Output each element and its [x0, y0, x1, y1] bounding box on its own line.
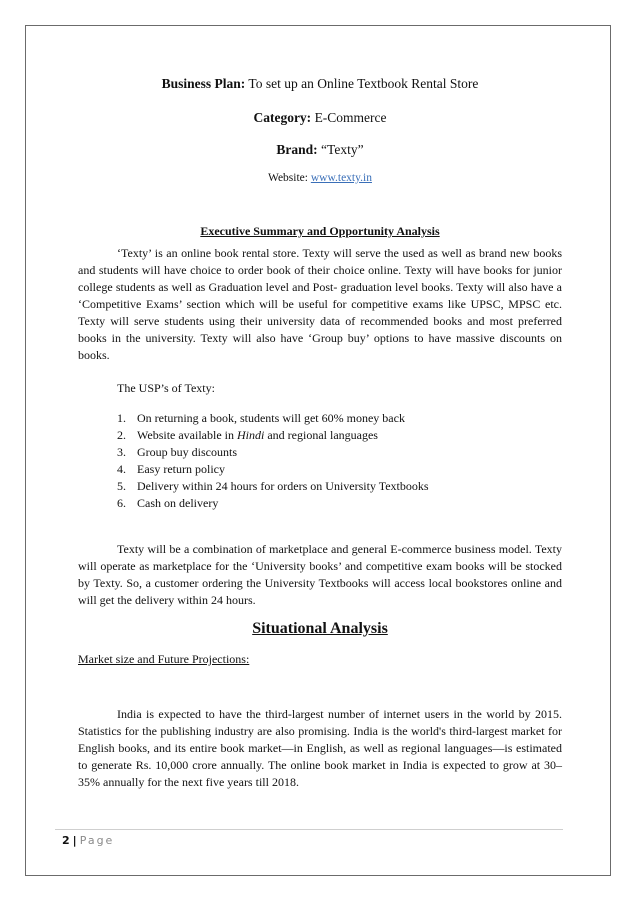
page-number: 2: [62, 834, 70, 847]
website-line: [78, 172, 562, 184]
list-text: Delivery within 24 hours for orders on University Textbooks: [137, 479, 429, 493]
brand-value: “Texty”: [317, 142, 364, 157]
list-item: [117, 427, 537, 444]
list-number: 4.: [117, 462, 126, 476]
list-text: On returning a book, students will get 60% money back: [137, 411, 405, 425]
usp-list: [117, 410, 537, 512]
category-label: Category:: [253, 110, 312, 125]
footer-separator: |: [72, 834, 77, 847]
list-text: [137, 427, 378, 444]
page-footer: [62, 834, 114, 847]
exec-summary-title: Executive Summary and Opportunity Analysis: [200, 224, 440, 238]
list-number: 1.: [117, 411, 126, 425]
list-number: 3.: [117, 445, 126, 459]
exec-summary-paragraph: ‘Texty’ is an online book rental store. Texty will serve the used as well as brand new books and students will have choice to order book of their choice online. Texty will have books for junior college students as well as Graduation level and Post- graduation level books. Texty will also have a ‘Competitive Exams’ section which will be useful for competitive exams like UPSC, MPSC etc. Texty will serve students using their university data of recommended books and most preferred books in the university. Texty will also have ‘Group buy’ options to have massive discounts on books.: [78, 246, 562, 362]
website-link[interactable]: www.texty.in: [310, 172, 372, 184]
business-plan-line: [78, 76, 562, 92]
list-item: [117, 478, 537, 495]
list-number: 6.: [117, 496, 126, 510]
situational-analysis-title: Situational Analysis: [252, 620, 388, 637]
footer-divider: [55, 829, 563, 830]
business-model-paragraph: Texty will be a combination of marketplace and general E-commerce business model. Texty will operate as marketplace for the ‘University books’ and competitive exam books will be stocked by Texty. So, a customer ordering the University Textbooks will access local bookstores online and will get the delivery within 24 hours.: [78, 542, 562, 607]
list-number: 2.: [117, 428, 126, 442]
list-text-start: Website available in: [137, 428, 237, 442]
list-number: 5.: [117, 479, 126, 493]
list-item: [117, 444, 537, 461]
usp-title: The USP’s of Texty:: [117, 381, 215, 395]
category-line: [78, 110, 562, 126]
website-label: Website:: [268, 172, 311, 184]
list-text-end: and regional languages: [264, 428, 378, 442]
list-text-emphasis: Hindi: [237, 428, 265, 442]
brand-label: Brand:: [276, 142, 318, 157]
list-text: Easy return policy: [137, 462, 225, 476]
market-size-paragraph: India is expected to have the third-largest number of internet users in the world by 2015. Statistics for the publishing industry are also promising. India is the world's third-largest market for English books, and its entire book market—in English, as well as regional languages—is estimated to generate Rs. 10,000 crore annually. The online book market in India is expected to grow at 30–35% annually for the next five years till 2018.: [78, 707, 562, 789]
business-plan-label: Business Plan:: [161, 76, 246, 91]
list-item: [117, 410, 537, 427]
business-plan-value: To set up an Online Textbook Rental Store: [245, 76, 479, 91]
market-size-subheading: Market size and Future Projections:: [78, 652, 250, 666]
list-text: Cash on delivery: [137, 496, 219, 510]
list-item: [117, 461, 537, 478]
page-label: Page: [79, 834, 115, 847]
list-item: [117, 495, 537, 512]
list-text: Group buy discounts: [137, 445, 237, 459]
brand-line: [78, 142, 562, 158]
category-value: E-Commerce: [311, 110, 387, 125]
